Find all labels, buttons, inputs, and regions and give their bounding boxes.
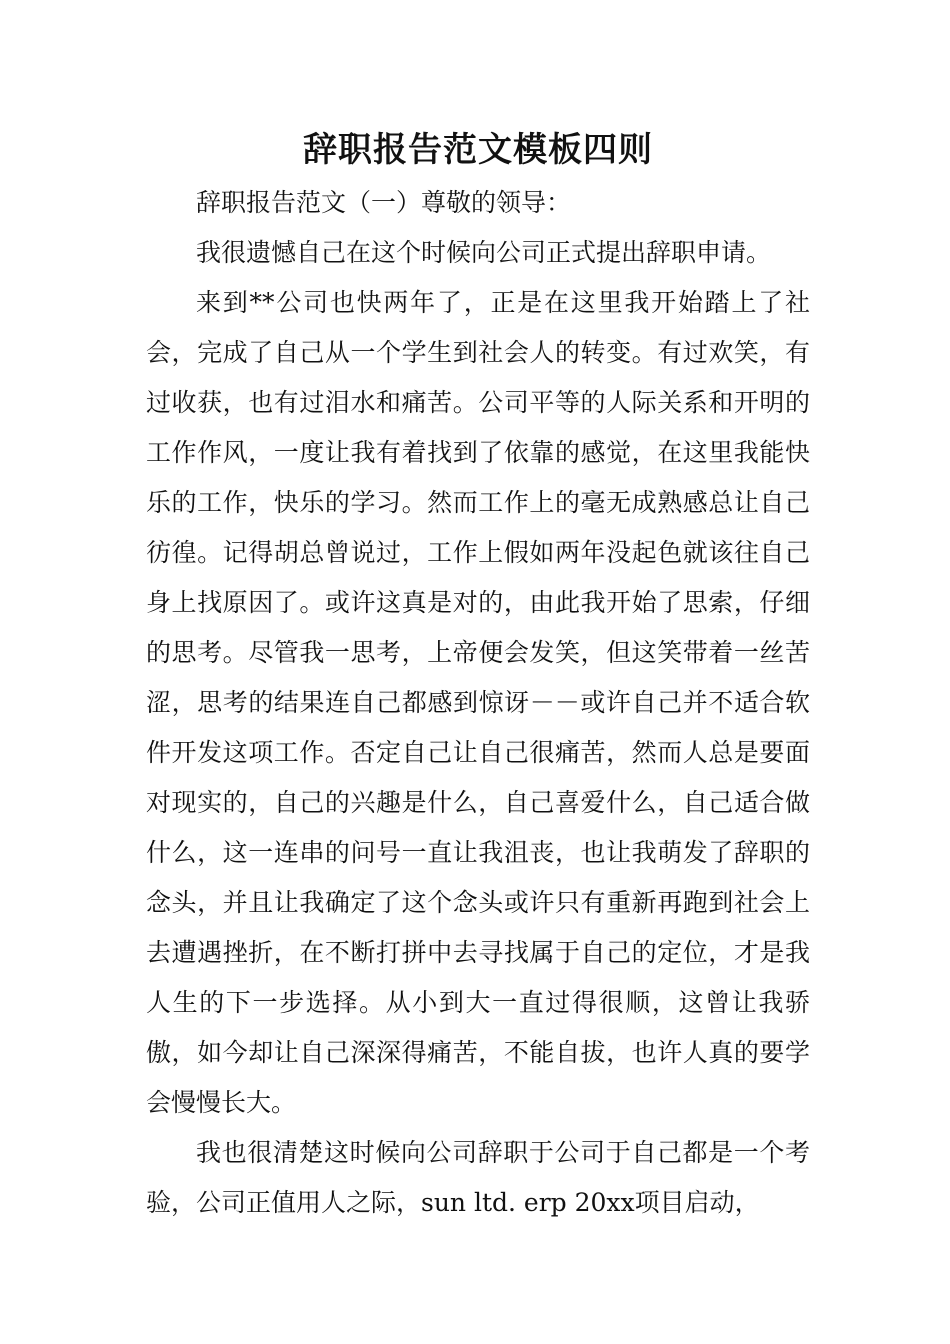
paragraph-salutation: 辞职报告范文（一）尊敬的领导：	[196, 188, 572, 217]
document-body	[146, 178, 810, 1228]
paragraph-main: 来到**公司也快两年了，正是在这里我开始踏上了社会，完成了自己从一个学生到社会人的转变。有过欢笑，有过收获，也有过泪水和痛苦。公司平等的人际关系和开明的工作作风，一度让我有着找到了依靠的感觉，在这里我能快乐的工作，快乐的学习。然而工作上的毫无成熟感总让自己彷徨。记得胡总曾说过，工作上假如两年没起色就该往自己身上找原因了。或许这真是对的，由此我开始了思索，仔细的思考。尽管我一思考，上帝便会发笑，但这笑带着一丝苦涩，思考的结果连自己都感到惊讶－－或许自己并不适合软件开发这项工作。否定自己让自己很痛苦，然而人总是要面对现实的，自己的兴趣是什么，自己喜爱什么，自己适合做什么，这一连串的问号一直让我沮丧，也让我萌发了辞职的念头，并且让我确定了这个念头或许只有重新再跑到社会上去遭遇挫折，在不断打拼中去寻找属于自己的定位，才是我人生的下一步选择。从小到大一直过得很顺，这曾让我骄傲，如今却让自己深深得痛苦，不能自拔，也许人真的要学会慢慢长大。	[146, 288, 810, 1117]
document-title: 辞职报告范文模板四则	[303, 130, 653, 170]
paragraph-intro: 我很遗憾自己在这个时候向公司正式提出辞职申请。	[196, 238, 772, 267]
paragraph-continuation: 我也很清楚这时候向公司辞职于公司于自己都是一个考验，公司正值用人之际，sun ltd. erp 20xx项目启动，	[146, 1138, 810, 1217]
document-page	[146, 0, 810, 1228]
